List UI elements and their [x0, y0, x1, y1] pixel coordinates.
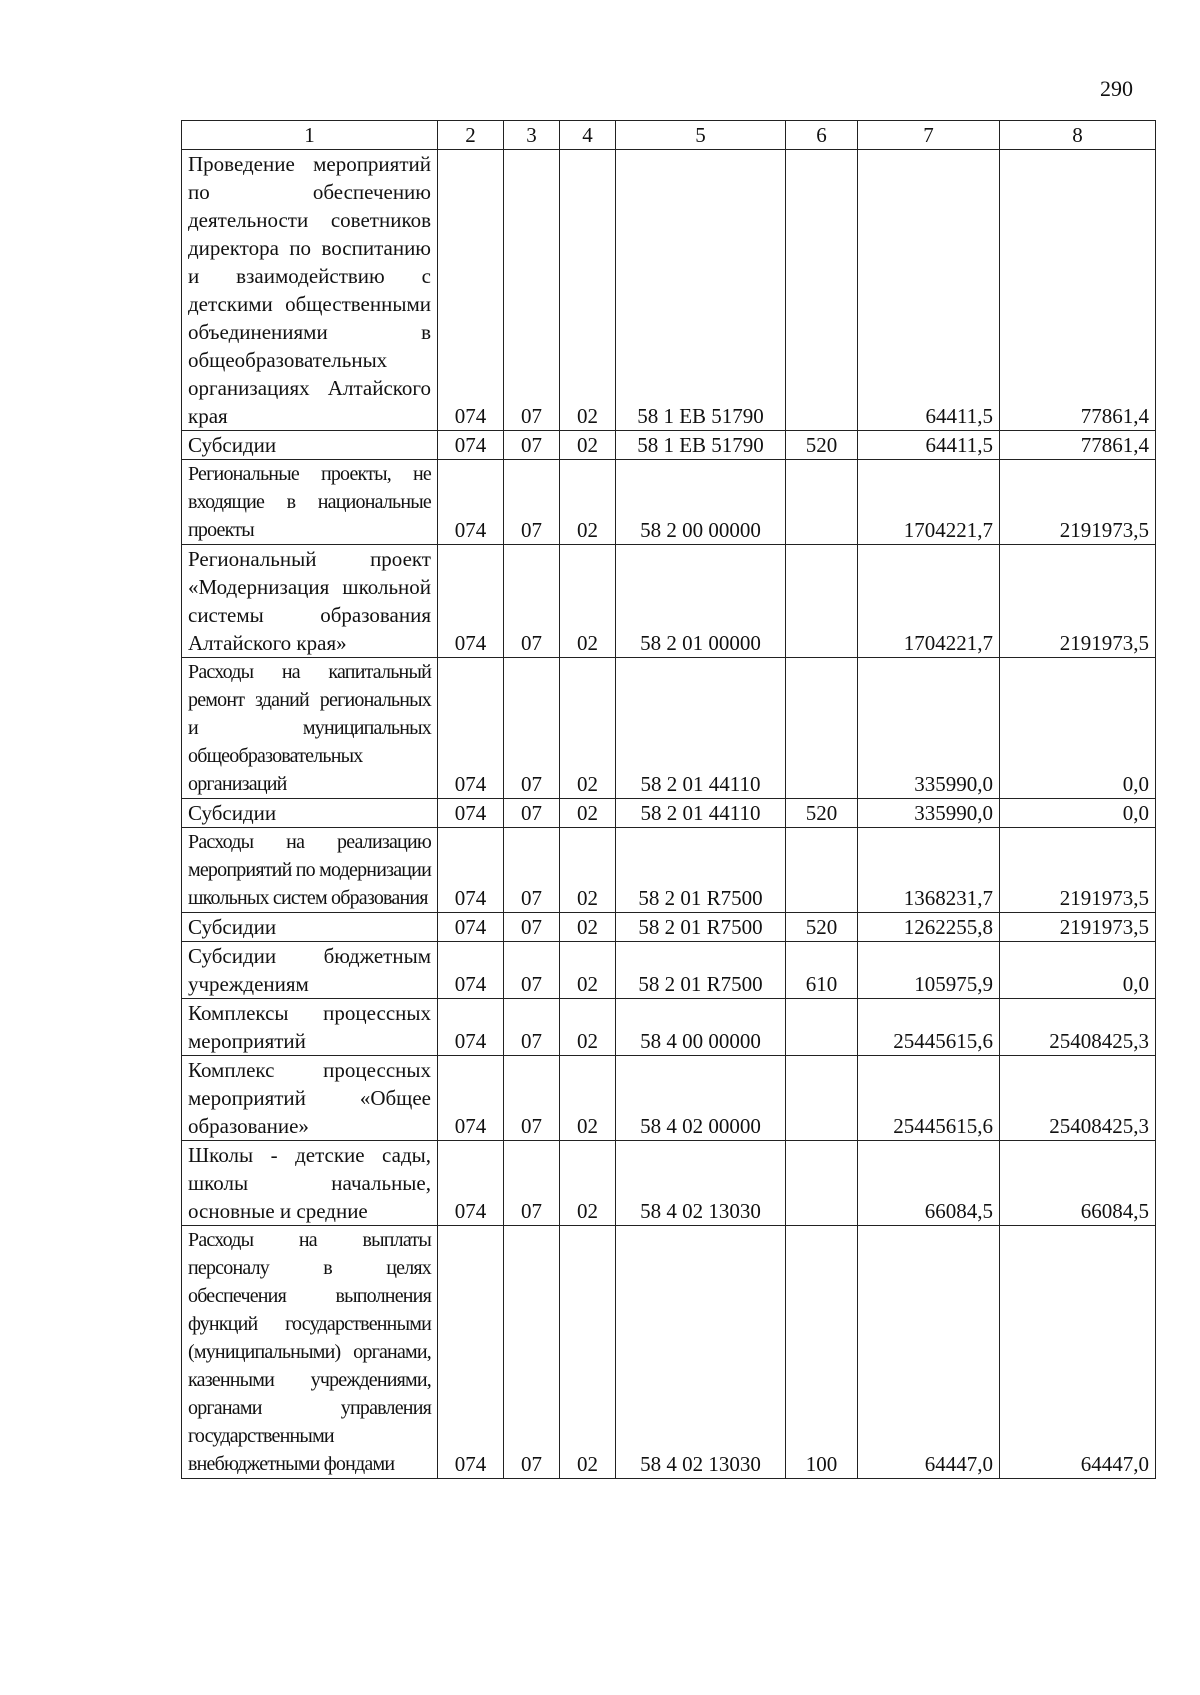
table-row — [182, 828, 1156, 913]
cell-target-article: 58 1 ЕВ 51790 — [616, 431, 786, 460]
cell-amount-year-1: 25445615,6 — [858, 1056, 1000, 1141]
cell-amount-year-2: 2191973,5 — [1000, 828, 1156, 913]
cell-amount-year-2: 0,0 — [1000, 942, 1156, 999]
cell-ministry-code: 074 — [438, 942, 504, 999]
cell-expense-type — [786, 150, 858, 431]
cell-target-article: 58 4 00 00000 — [616, 999, 786, 1056]
column-header: 2 — [438, 121, 504, 150]
cell-amount-year-1: 335990,0 — [858, 658, 1000, 799]
cell-section: 07 — [504, 999, 560, 1056]
cell-subsection: 02 — [560, 1056, 616, 1141]
cell-expense-type — [786, 658, 858, 799]
cell-target-article: 58 4 02 13030 — [616, 1141, 786, 1226]
cell-expense-type — [786, 545, 858, 658]
cell-amount-year-2: 66084,5 — [1000, 1141, 1156, 1226]
cell-subsection: 02 — [560, 460, 616, 545]
cell-target-article: 58 2 01 R7500 — [616, 942, 786, 999]
column-header: 6 — [786, 121, 858, 150]
cell-expense-type — [786, 828, 858, 913]
cell-amount-year-1: 105975,9 — [858, 942, 1000, 999]
cell-target-article: 58 2 01 00000 — [616, 545, 786, 658]
cell-section: 07 — [504, 150, 560, 431]
cell-subsection: 02 — [560, 150, 616, 431]
cell-section: 07 — [504, 942, 560, 999]
cell-expense-type — [786, 1141, 858, 1226]
cell-target-article: 58 2 01 R7500 — [616, 828, 786, 913]
row-name: Субсидии — [182, 431, 438, 460]
column-header: 5 — [616, 121, 786, 150]
row-name: Региональные проекты, не входящие в национальные проекты — [182, 460, 438, 545]
column-header: 7 — [858, 121, 1000, 150]
cell-subsection: 02 — [560, 431, 616, 460]
row-name: Субсидии бюджетным учреждениям — [182, 942, 438, 999]
cell-ministry-code: 074 — [438, 1226, 504, 1479]
page-number: 290 — [1100, 76, 1133, 101]
cell-ministry-code: 074 — [438, 999, 504, 1056]
cell-amount-year-2: 0,0 — [1000, 658, 1156, 799]
cell-subsection: 02 — [560, 1141, 616, 1226]
table-row — [182, 913, 1156, 942]
cell-amount-year-1: 64447,0 — [858, 1226, 1000, 1479]
row-name: Расходы на реализацию мероприятий по модернизации школьных систем образования — [182, 828, 438, 913]
cell-section: 07 — [504, 460, 560, 545]
cell-target-article: 58 2 01 44110 — [616, 658, 786, 799]
table-header-row — [182, 121, 1156, 150]
cell-section: 07 — [504, 431, 560, 460]
cell-amount-year-2: 2191973,5 — [1000, 460, 1156, 545]
table-row — [182, 658, 1156, 799]
cell-target-article: 58 4 02 13030 — [616, 1226, 786, 1479]
cell-amount-year-2: 25408425,3 — [1000, 999, 1156, 1056]
cell-amount-year-1: 66084,5 — [858, 1141, 1000, 1226]
row-name: Школы - детские сады, школы начальные, основные и средние — [182, 1141, 438, 1226]
table-row — [182, 942, 1156, 999]
cell-section: 07 — [504, 913, 560, 942]
cell-section: 07 — [504, 1226, 560, 1479]
cell-expense-type — [786, 1056, 858, 1141]
row-name: Комплекс процессных мероприятий «Общее образование» — [182, 1056, 438, 1141]
cell-target-article: 58 2 01 44110 — [616, 799, 786, 828]
column-header: 8 — [1000, 121, 1156, 150]
table-row — [182, 460, 1156, 545]
row-name: Субсидии — [182, 799, 438, 828]
cell-amount-year-1: 1262255,8 — [858, 913, 1000, 942]
cell-ministry-code: 074 — [438, 658, 504, 799]
cell-subsection: 02 — [560, 799, 616, 828]
cell-expense-type: 520 — [786, 913, 858, 942]
cell-amount-year-1: 25445615,6 — [858, 999, 1000, 1056]
cell-expense-type — [786, 999, 858, 1056]
cell-target-article: 58 4 02 00000 — [616, 1056, 786, 1141]
cell-amount-year-2: 2191973,5 — [1000, 913, 1156, 942]
cell-section: 07 — [504, 828, 560, 913]
cell-section: 07 — [504, 545, 560, 658]
cell-target-article: 58 2 00 00000 — [616, 460, 786, 545]
column-header: 4 — [560, 121, 616, 150]
cell-amount-year-1: 1704221,7 — [858, 460, 1000, 545]
column-header: 3 — [504, 121, 560, 150]
cell-amount-year-1: 64411,5 — [858, 431, 1000, 460]
cell-section: 07 — [504, 1141, 560, 1226]
cell-section: 07 — [504, 799, 560, 828]
cell-subsection: 02 — [560, 942, 616, 999]
cell-ministry-code: 074 — [438, 460, 504, 545]
table-row — [182, 999, 1156, 1056]
cell-subsection: 02 — [560, 1226, 616, 1479]
table-row — [182, 150, 1156, 431]
table-row — [182, 1056, 1156, 1141]
cell-ministry-code: 074 — [438, 1141, 504, 1226]
cell-subsection: 02 — [560, 828, 616, 913]
row-name: Расходы на капитальный ремонт зданий региональных и муниципальных общеобразовательных организаций — [182, 658, 438, 799]
cell-amount-year-1: 335990,0 — [858, 799, 1000, 828]
cell-expense-type — [786, 460, 858, 545]
cell-amount-year-1: 1368231,7 — [858, 828, 1000, 913]
cell-ministry-code: 074 — [438, 913, 504, 942]
table-body — [182, 150, 1156, 1479]
cell-expense-type: 520 — [786, 431, 858, 460]
table-row — [182, 431, 1156, 460]
cell-target-article: 58 1 ЕВ 51790 — [616, 150, 786, 431]
cell-expense-type: 520 — [786, 799, 858, 828]
cell-subsection: 02 — [560, 545, 616, 658]
table-row — [182, 799, 1156, 828]
cell-subsection: 02 — [560, 999, 616, 1056]
table-row — [182, 1226, 1156, 1479]
table-row — [182, 545, 1156, 658]
cell-subsection: 02 — [560, 658, 616, 799]
cell-subsection: 02 — [560, 913, 616, 942]
table-row — [182, 1141, 1156, 1226]
row-name: Региональный проект «Модернизация школьной системы образования Алтайского края» — [182, 545, 438, 658]
cell-ministry-code: 074 — [438, 150, 504, 431]
cell-amount-year-1: 1704221,7 — [858, 545, 1000, 658]
cell-ministry-code: 074 — [438, 545, 504, 658]
row-name: Субсидии — [182, 913, 438, 942]
budget-table — [181, 120, 1156, 1479]
cell-ministry-code: 074 — [438, 431, 504, 460]
cell-amount-year-2: 25408425,3 — [1000, 1056, 1156, 1141]
cell-expense-type: 610 — [786, 942, 858, 999]
cell-ministry-code: 074 — [438, 828, 504, 913]
cell-amount-year-2: 2191973,5 — [1000, 545, 1156, 658]
cell-section: 07 — [504, 1056, 560, 1141]
cell-amount-year-2: 0,0 — [1000, 799, 1156, 828]
column-header: 1 — [182, 121, 438, 150]
cell-target-article: 58 2 01 R7500 — [616, 913, 786, 942]
row-name: Расходы на выплаты персоналу в целях обеспечения выполнения функций государственными (муниципальными) органами, казенными учреждениями, органами управления государственными внебюджетными фондами — [182, 1226, 438, 1479]
cell-ministry-code: 074 — [438, 799, 504, 828]
cell-ministry-code: 074 — [438, 1056, 504, 1141]
row-name: Проведение мероприятий по обеспечению деятельности советников директора по воспитанию и взаимодействию с детскими общественными объединениями в общеобразовательных организациях Алтайского края — [182, 150, 438, 431]
cell-amount-year-1: 64411,5 — [858, 150, 1000, 431]
cell-amount-year-2: 64447,0 — [1000, 1226, 1156, 1479]
row-name: Комплексы процессных мероприятий — [182, 999, 438, 1056]
cell-expense-type: 100 — [786, 1226, 858, 1479]
cell-amount-year-2: 77861,4 — [1000, 431, 1156, 460]
cell-amount-year-2: 77861,4 — [1000, 150, 1156, 431]
cell-section: 07 — [504, 658, 560, 799]
